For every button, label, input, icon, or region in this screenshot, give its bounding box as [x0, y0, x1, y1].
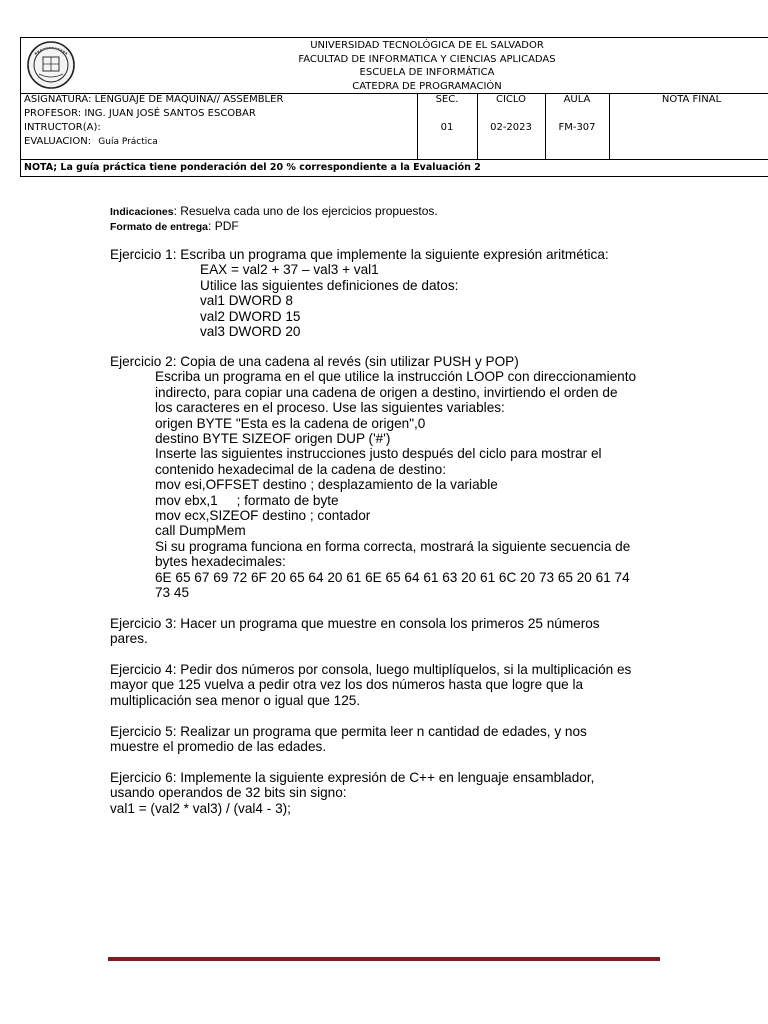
exercise-3-line: pares. — [110, 631, 148, 647]
exercise-5-line: Ejercicio 5: Realizar un programa que permita leer n cantidad de edades, y nos — [110, 724, 587, 739]
exercise-1-line: val1 DWORD 8 — [200, 293, 293, 309]
instructions — [110, 204, 670, 234]
evaluacion-value: Guía Práctica — [98, 137, 158, 147]
nota-final-label: NOTA FINAL — [661, 94, 722, 105]
exercise-2-title: Ejercicio 2: Copia de una cadena al revés (sin utilizar PUSH y POP) — [110, 354, 519, 369]
university-seal-logo — [25, 40, 77, 90]
university-header — [79, 39, 768, 93]
aula-label: AULA — [563, 94, 591, 105]
aula-value: FM-307 — [558, 122, 596, 133]
nota-ponderacion: NOTA; La guía práctica tiene ponderación del 20 % correspondiente a la Evaluación 2 — [24, 162, 481, 173]
exercise-6-line: val1 = (val2 * val3) / (val4 - 3); — [110, 800, 291, 816]
exercise-6-line: Ejercicio 6: Implemente la siguiente expresión de C++ en lenguaje ensamblador, — [110, 770, 595, 785]
exercise-5-line: muestre el promedio de las edades. — [110, 739, 327, 755]
exercise-4-line: multiplicación sea menor o igual que 125. — [110, 692, 361, 708]
exercise-1 — [110, 247, 670, 339]
exercise-2-line: origen BYTE "Esta es la cadena de origen",0 — [155, 415, 426, 431]
header-table — [20, 37, 768, 177]
faculty-name: FACULTAD DE INFORMATICA Y CIENCIAS APLICADAS — [298, 53, 556, 65]
exercise-2-line: Escriba un programa en el que utilice la instrucción LOOP con direccionamiento — [155, 369, 637, 385]
exercise-3-line: Ejercicio 3: Hacer un programa que muestre en consola los primeros 25 números — [110, 616, 600, 631]
formato-label: Formato de entrega — [110, 221, 209, 233]
asignatura: ASIGNATURA: LENGUAJE DE MAQUINA// ASSEMBLER — [24, 94, 284, 105]
exercise-2-line: Inserte las siguientes instrucciones justo después del ciclo para mostrar el — [155, 446, 602, 462]
exercise-2-line: indirecto, para copiar una cadena de origen a destino, invirtiendo el orden de — [155, 384, 618, 400]
exercise-1-line: EAX = val2 + 37 – val3 + val1 — [200, 262, 379, 278]
exercise-2-hex-line: 6E 65 67 69 72 6F 20 65 64 20 61 6E 65 64 61 63 20 61 6C 20 73 65 20 61 74 — [155, 569, 630, 585]
exercise-2-line: call DumpMem — [155, 523, 246, 539]
formato-value: : PDF — [208, 219, 239, 233]
exercise-5 — [110, 724, 670, 755]
exercise-1-line: val3 DWORD 20 — [200, 324, 301, 340]
ciclo-value: 02-2023 — [490, 122, 532, 133]
exercise-1-line: val2 DWORD 15 — [200, 308, 301, 324]
instructor: INTRUCTOR(A): — [24, 122, 101, 133]
sec-value: 01 — [440, 122, 454, 133]
exercise-2-hex-line: 73 45 — [155, 585, 190, 601]
school-name: ESCUELA DE INFORMÁTICA — [359, 67, 495, 78]
exercise-2-line: contenido hexadecimal de la cadena de destino: — [155, 461, 446, 477]
evaluacion-label: EVALUACION: — [24, 136, 92, 147]
exercise-2-line: mov ebx,1 ; formato de byte — [155, 492, 339, 508]
evaluacion — [24, 136, 158, 147]
indicaciones-label: Indicaciones — [110, 206, 174, 218]
row-divider — [21, 159, 768, 160]
university-name: UNIVERSIDAD TECNOLÓGICA DE EL SALVADOR — [310, 40, 544, 51]
profesor: PROFESOR: ING. JUAN JOSÉ SANTOS ESCOBAR — [24, 108, 256, 119]
exercise-2-line: mov esi,OFFSET destino ; desplazamiento de la variable — [155, 477, 498, 493]
footer-divider — [108, 957, 660, 961]
exercise-2-line: bytes hexadecimales: — [155, 554, 286, 570]
indicaciones-value: : Resuelva cada uno de los ejercicios propuestos. — [173, 204, 438, 218]
exercise-4 — [110, 662, 670, 708]
chair-name: CATEDRA DE PROGRAMACIÓN — [352, 80, 502, 92]
exercise-1-line: Utilice las siguientes definiciones de datos: — [200, 277, 459, 293]
exercise-2-line: destino BYTE SIZEOF origen DUP ('#') — [155, 431, 391, 447]
exercise-6 — [110, 770, 670, 816]
exercise-6-line: usando operandos de 32 bits sin signo: — [110, 785, 347, 801]
exercise-2-line: mov ecx,SIZEOF destino ; contador — [155, 508, 371, 524]
exercise-4-line: mayor que 125 vuelva a pedir otra vez los dos números hasta que logre que la — [110, 677, 584, 693]
exercise-3 — [110, 616, 670, 647]
exercise-1-title: Ejercicio 1: Escriba un programa que implemente la siguiente expresión aritmética: — [110, 247, 609, 262]
exercise-2-line: Si su programa funciona en forma correcta, mostrará la siguiente secuencia de — [155, 538, 631, 554]
ciclo-label: CICLO — [496, 94, 526, 105]
exercise-4-line: Ejercicio 4: Pedir dos números por consola, luego multiplíquelos, si la multiplicación es — [110, 662, 632, 677]
sec-label: SEC. — [435, 94, 459, 105]
exercise-2-line: los caracteres en el proceso. Use las siguientes variables: — [155, 400, 505, 416]
exercise-2 — [110, 354, 670, 601]
